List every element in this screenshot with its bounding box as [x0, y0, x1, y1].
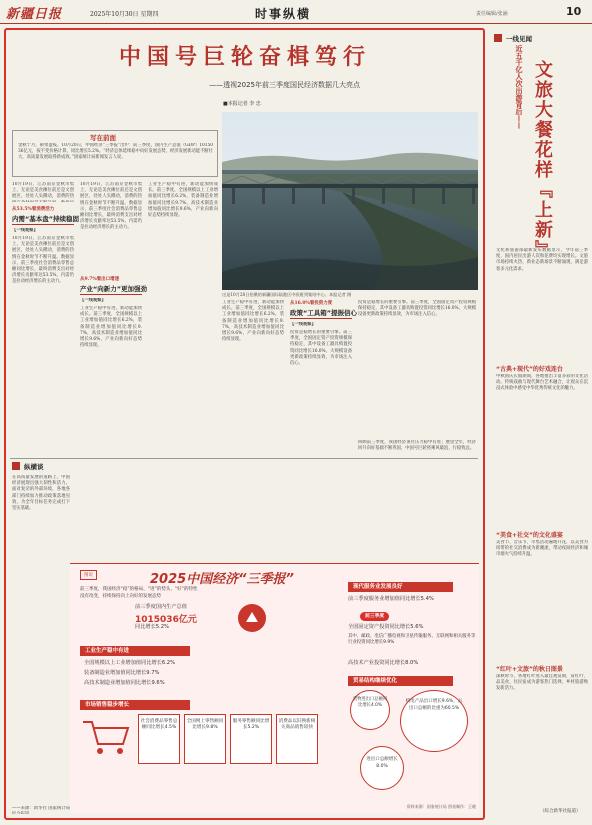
gdp-growth: 同比增长5.2%: [135, 624, 169, 630]
section-3-heading: 政策“工具箱”提振信心: [290, 309, 358, 317]
invest-stat-2: 其中，邮政、电信广播电视和卫星传输服务、互联网和相关服务等行业投资同比增长9.9%: [348, 634, 476, 645]
section-1-tag: 【一线观察】: [12, 228, 38, 233]
commentary-marker-icon: [12, 462, 20, 470]
conclusion-text: 回顾前三季度，我国经济顶住压力稳中有进；展望全年，经济回升向好基础不断巩固，中国号巨轮将乘风破浪、行稳致远。: [358, 440, 476, 452]
invest-stat-3: 高技术产业投资同比增长8.0%: [348, 660, 419, 666]
infographic-tagline-2: 没有改变，持续保持向上向好的发展态势: [80, 594, 161, 599]
market-box-3: 服务零售额同比增长5.2%: [230, 714, 272, 764]
arrow-up-icon: [238, 604, 266, 632]
section-1-heading: 内需“基本盘”持续稳固: [12, 215, 80, 223]
right-subhead-1: “古典+现代”的好戏连台: [496, 366, 563, 373]
right-kicker: 近五千亿人次出游背后——: [515, 45, 523, 129]
issue-date: 2025年10月30日 星期四: [90, 11, 159, 18]
column-2-top-text: 10月19日，江苏南京金秋市集上，无论是美食摊位前还是文创展区，处处人头攒动，消费的热情在金秋时节不断升温。数据显示，前三季度社会消费品零售总额同比增长，最终消费支出对经济增长贡献率达53.5%，内需仍是拉动经济增长的主动力。: [80, 182, 142, 231]
gdp-arrow-icon: [238, 604, 266, 632]
column-3-text: 工业生产稳中有进，新动能加快成长。前三季度，全国规模以上工业增加值同比增长6.2%，装备制造业增加值同比增长9.7%，高技术制造业增加值同比增长9.6%，产业向新向好态势持续显现。: [148, 182, 218, 219]
column-6-text: 投资是稳增长的重要引擎。前三季度，全国固定资产投资规模保持稳定，其中设备工器具购置投资同比增长16.0%，大规模设备更新政策持续显效，为市场注入信心。: [358, 300, 476, 318]
market-title: 市场销售稳步增长: [80, 700, 190, 710]
right-text-1: 文化和旅游部最新发布数据显示，今年前三季度，国内居民出游人次和花费均实现增长。文旅市场持续火热，新业态新场景不断涌现，满足游客多元化需求。: [496, 248, 588, 272]
commentary-sources: ——来源：新华社 国家统计局: [12, 806, 70, 811]
section-2-label: 从9.7%看出口增速: [80, 277, 120, 282]
bridge-photo-illustration: [222, 112, 478, 290]
column-4-text: 工业生产稳中有进，新动能加快成长。前三季度，全国规模以上工业增加值同比增长6.2%，装备制造业增加值同比增长9.7%，高技术制造业增加值同比增长9.6%，产业向新向好态势持续显现。: [222, 300, 284, 343]
section-2-rule: [80, 294, 142, 295]
section-2-tag: 【一线观察】: [80, 298, 106, 303]
modern-stat: 前三季度服务业增加值同比增长5.4%: [348, 596, 434, 602]
industry-stat-2: 装备制造业增加值同比增长9.7%: [84, 670, 160, 676]
market-box-1: 社会消费品零售总额同比增长4.5%: [138, 714, 180, 764]
page-number: 10: [566, 5, 582, 18]
commentary-heading: 纵横谈: [24, 463, 44, 471]
right-text-4: 深秋时节，各地红叶进入最佳观赏期，赏红叶、品美食、住民宿成为游客热门选择，乡村旅游焕发新活力。: [496, 674, 588, 692]
infographic-tagline: 前三季度，我国经济“稳”的格局、“进”的势头、“好”的特性: [80, 587, 198, 592]
modern-title: 现代服务业发展良好: [348, 582, 453, 592]
cart-illustration: [78, 714, 133, 759]
industry-stat-3: 高技术制造业增加值同比增长9.6%: [84, 680, 165, 686]
right-column-marker-icon: [494, 34, 502, 42]
industry-stat-1: 全国规模以上工业增加值同比增长6.2%: [84, 660, 175, 666]
photo-caption: 这是10月28日拍摄的新疆国际陆港区中欧班列集结中心。本报记者 摄: [222, 292, 352, 297]
section-1-label: 从53.5%看消费活力: [12, 207, 55, 212]
invest-title: 前三季度: [360, 612, 389, 621]
gdp-value: 1015036亿元: [135, 615, 197, 625]
section-3-label: 从16.0%看投资力度: [290, 301, 333, 306]
section-1-rule: [12, 224, 74, 225]
byline: ■本报记者 李 忠: [223, 101, 261, 107]
preface-text: 金秋十月，硕果盈枝。10月20日，中国经济“三季报”出炉：前三季度，国内生产总值（GDP）1015036亿元，按不变价格计算，同比增长5.2%。“经济总体延续稳中向好发展态势，经济发展新动能不断壮大，高质量发展取得新成效。”国家统计局新闻发言人说。: [18, 143, 213, 161]
right-footer: （综合新华社报道）: [540, 809, 581, 814]
trade-title: 贸易结构继续优化: [348, 676, 453, 686]
right-subhead-2: “美食+社交”的文化盛宴: [496, 532, 563, 539]
infographic-title: 2025中国经济“三季报”: [150, 572, 294, 587]
market-box-4: 消费品以旧换新相关商品销售较快: [276, 714, 318, 764]
editor-credit: 责任编辑/张涵: [476, 11, 508, 17]
industry-title: 工业生产稳中有进: [80, 646, 190, 656]
section-3-text: 投资是稳增长的重要引擎。前三季度，全国固定资产投资规模保持稳定，其中设备工器具购置投资同比增长16.0%，大规模设备更新政策持续显效，为市场注入信心。: [290, 330, 352, 367]
right-title: 文旅大餐花样『上新』: [532, 60, 553, 260]
right-subhead-3: “红叶+文旅”的秋日图景: [496, 666, 563, 673]
section-1-text: 10月19日，江苏南京金秋市集上，无论是美食摊位前还是文创展区，处处人头攒动，消费的热情在金秋时节不断升温。数据显示，前三季度社会消费品零售总额同比增长，最终消费支出对经济增长贡献率达53.5%，内需仍是拉动经济增长的主动力。: [12, 236, 74, 285]
article-subtitle: ——透视2025年前三季度国民经济数据几大亮点: [209, 81, 360, 89]
bridge-photo: [222, 112, 478, 290]
section-2-heading: 产业“向新力”更加强劲: [80, 285, 148, 293]
right-text-3: 美食节、音乐节、市集活动遍地开花，以美食为纽带的社交消费成为新潮流，带动夜间经济和城市烟火气持续升温。: [496, 540, 588, 558]
article-title: 中国号巨轮奋楫笃行: [118, 45, 371, 70]
newspaper-logo: 新疆日报: [6, 7, 63, 22]
trade-circle-2: 机电产品出口增长9.6%，占出口总额的比重为60.5%: [400, 690, 468, 752]
invest-stat-1: 全国固定资产投资同比增长5.6%: [348, 624, 424, 630]
right-text-2: 中秋国庆长假期间，各地推出丰富多彩的文化活动。传统戏曲与现代舞台艺术融合，让观众在沉浸式体验中感受中华优秀传统文化的魅力。: [496, 374, 588, 392]
infographic-source: 资料来源：国家统计局 图表制作：王晓: [406, 804, 476, 809]
trade-circle-3: 进出口总额增长8.0%: [360, 746, 404, 790]
preface-title: 写在前面: [90, 134, 116, 142]
intro-continuation: 10月19日，江苏南京金秋市集上，无论是美食摊位前还是文创展区，处处人头攒动，消费的热: [12, 182, 74, 200]
lower-divider: [10, 458, 478, 459]
trade-circle-1: 货物进出口总额同比增长4.0%: [350, 690, 390, 730]
infographic-badge: 图说: [80, 570, 97, 580]
gdp-label: 前三季度国内生产总值: [135, 604, 187, 610]
market-box-2: 全国网上零售额同比增长9.8%: [184, 714, 226, 764]
section-2-text: 工业生产稳中有进，新动能加快成长。前三季度，全国规模以上工业增加值同比增长6.2%，装备制造业增加值同比增长9.7%，高技术制造业增加值同比增长9.6%，产业向新向好态势持续显现。: [80, 306, 142, 349]
section-3-rule: [290, 318, 352, 319]
commentary-text: 在高质量发展的道路上，中国经济展现出强大韧性和活力。面对复杂的外部环境，各地各部门持续加力推动政策落地见效，为全年目标任务完成打下坚实基础。: [12, 475, 70, 512]
section-title: 时事纵横: [255, 7, 312, 21]
section-3-tag: 【一线观察】: [290, 322, 316, 327]
shopping-cart-icon: [78, 714, 133, 759]
right-section-tag: 一线见闻: [506, 35, 532, 43]
